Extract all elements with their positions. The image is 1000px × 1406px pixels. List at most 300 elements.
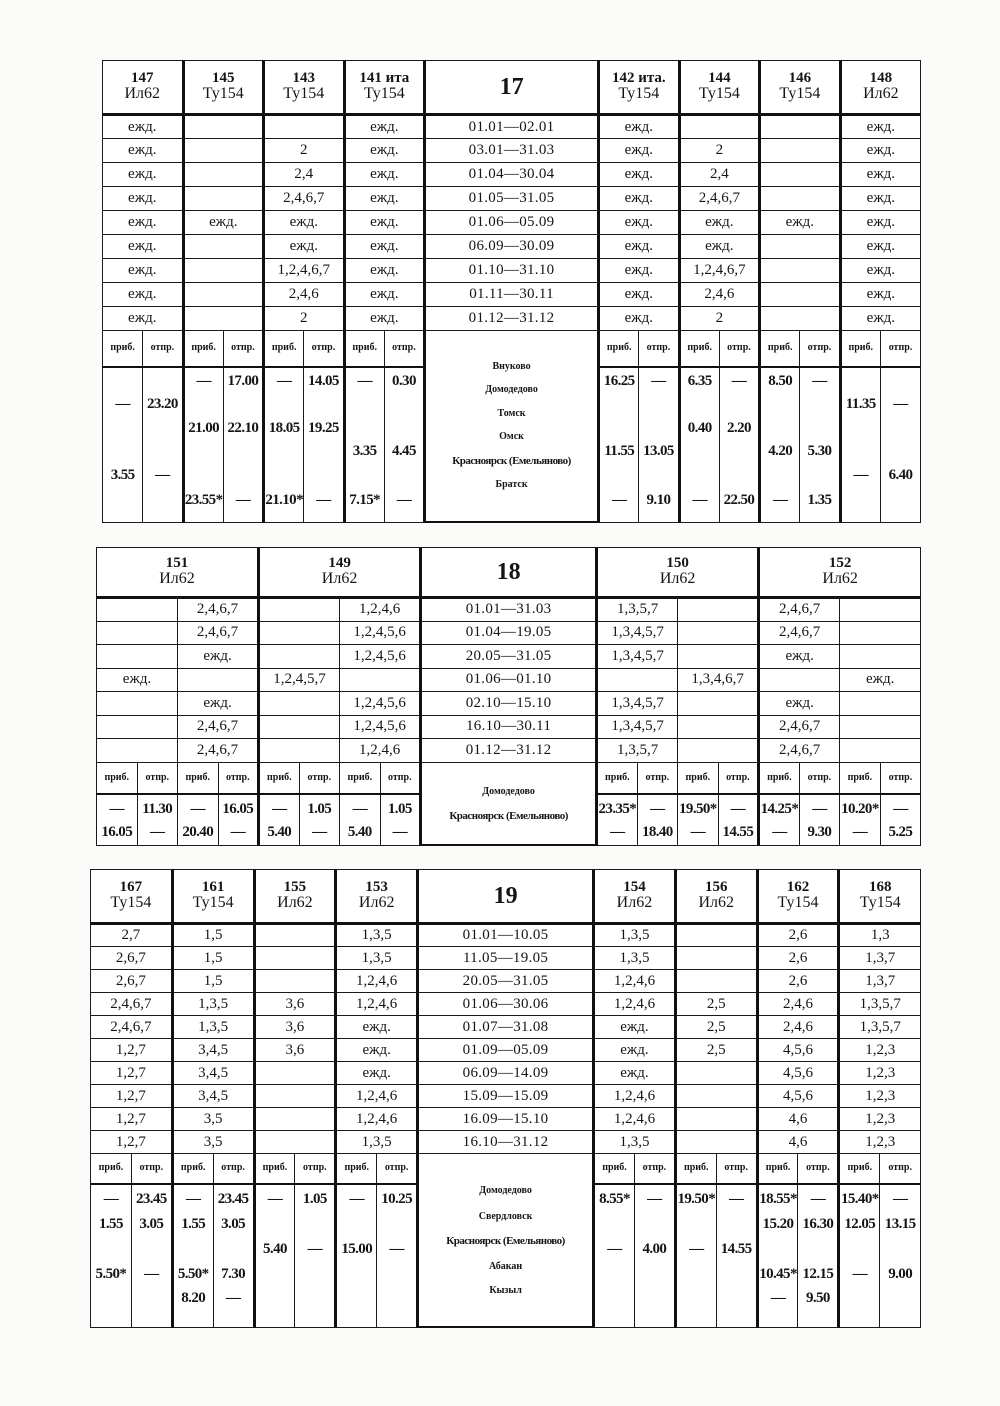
cell-text: 1,5 [203, 927, 223, 943]
cell-text: ежд. [785, 694, 814, 711]
flight-number: 154 [623, 878, 646, 895]
time-cell [757, 1209, 798, 1234]
operating-days [839, 1016, 921, 1039]
time-cell [880, 1284, 921, 1307]
cell-text: ежд. [866, 190, 896, 206]
cell-text: 01.06—01.10 [465, 671, 552, 688]
time-cell [798, 1234, 839, 1258]
time-cell [880, 1209, 921, 1234]
time-cell [131, 1259, 172, 1284]
arrival-label [336, 1154, 377, 1184]
operating-days [679, 211, 760, 235]
arrival-label [103, 331, 143, 367]
flight-header [839, 870, 921, 924]
time-cell [800, 413, 840, 437]
filler-cell [757, 1307, 798, 1327]
time-cell [304, 485, 344, 510]
operating-days [336, 993, 418, 1016]
station-name [426, 378, 597, 401]
time-cell [840, 819, 881, 841]
cell-text: 1,3,5 [619, 1133, 650, 1150]
period-row [91, 993, 921, 1016]
time-cell [218, 794, 259, 819]
operating-days [599, 283, 680, 307]
aircraft-type: Ил62 [822, 570, 858, 588]
operating-days [264, 115, 345, 139]
time-cell [675, 1209, 716, 1234]
cell-text: приб. [847, 1162, 873, 1174]
time-cell [143, 485, 183, 510]
filler-cell [718, 841, 759, 846]
time-cell [213, 1284, 254, 1307]
cell-text: 1,3,5,7 [859, 1018, 901, 1035]
cell-text: 2,6 [788, 949, 808, 966]
time-cell [377, 1284, 418, 1307]
validity-period [421, 668, 597, 692]
time-cell [299, 794, 340, 819]
operating-days [757, 993, 839, 1016]
time-cell [880, 1259, 921, 1284]
cell-text: ежд. [866, 310, 896, 326]
operating-days [759, 598, 840, 622]
filler-cell [377, 1307, 418, 1327]
cell-text: 6.40 [888, 467, 913, 484]
time-cell [800, 390, 840, 413]
filler-cell [178, 841, 219, 846]
cell-text: 1.35 [807, 491, 832, 508]
arrival-label [840, 331, 880, 367]
cell-text: 3,5 [203, 1133, 223, 1150]
operating-days [336, 1085, 418, 1108]
operating-days [760, 163, 841, 187]
operating-days [840, 283, 921, 307]
arrival-label [91, 1154, 132, 1184]
operating-days [103, 307, 184, 331]
table-number [418, 870, 594, 924]
operating-days [597, 715, 678, 739]
time-cell [599, 437, 639, 460]
time-cell [678, 794, 719, 819]
cell-text: 1,3,5 [198, 1018, 229, 1035]
operating-days [760, 307, 841, 331]
departure-label [380, 762, 421, 794]
cell-text: 2,4,6,7 [779, 601, 821, 618]
operating-days [178, 668, 259, 692]
flight-header [757, 870, 839, 924]
cell-text: 4,6 [788, 1133, 808, 1150]
cell-text: 1.05 [302, 1191, 327, 1208]
cell-text: 2,4,6,7 [779, 624, 821, 641]
operating-days [599, 235, 680, 259]
filler-cell [840, 841, 881, 846]
time-cell [183, 413, 223, 437]
time-cell [264, 437, 304, 460]
operating-days [91, 970, 173, 993]
operating-days [172, 1108, 254, 1131]
cell-text: 2,4,6,7 [110, 995, 152, 1012]
cell-text: ежд. [370, 214, 399, 230]
time-cell [264, 390, 304, 413]
filler-cell [880, 1307, 921, 1327]
flight-number: 148 [869, 69, 893, 86]
cell-text: — [772, 824, 787, 841]
cell-text: 2,4,6 [704, 286, 735, 302]
cell-text: ежд. [866, 262, 896, 278]
station-name-text: Красноярск (Емельяново) [452, 454, 571, 467]
cell-text: 2,4,6,7 [698, 190, 740, 206]
operating-days [91, 947, 173, 970]
operating-days [678, 692, 759, 716]
cell-text: 1,2,4,6 [356, 1087, 398, 1104]
flight-header [597, 548, 759, 598]
aircraft-type: Ту154 [110, 894, 152, 912]
cell-text: — [812, 801, 827, 818]
aircraft-type: Ил62 [159, 570, 195, 588]
time-cell [880, 390, 920, 413]
arrival-label [599, 331, 639, 367]
operating-days [597, 621, 678, 645]
station-name [426, 425, 597, 448]
cell-text: 01.09—05.09 [462, 1041, 549, 1058]
cell-text: ежд. [865, 671, 895, 688]
cell-text: ежд. [289, 238, 318, 254]
cell-text: 16.10—31.12 [462, 1133, 549, 1150]
cell-text: 1,3,4,5,7 [611, 624, 664, 641]
filler-cell [213, 1307, 254, 1327]
operating-days [91, 1039, 173, 1062]
cell-text: отпр. [645, 771, 670, 783]
operating-days [172, 1085, 254, 1108]
cell-text: 5.40 [347, 824, 372, 841]
operating-days [760, 187, 841, 211]
operating-days [840, 621, 921, 645]
cell-text: 2,4,6,7 [110, 1018, 152, 1035]
cell-text: отпр. [311, 342, 336, 354]
station-name-text: Омск [499, 431, 524, 443]
operating-days [254, 970, 336, 993]
time-cell [259, 819, 300, 841]
cell-text: 1,2,7 [115, 1110, 146, 1127]
cell-text: 15.40* [840, 1191, 879, 1208]
cell-text: 15.00 [341, 1241, 373, 1258]
time-cell [599, 413, 639, 437]
operating-days [594, 1108, 676, 1131]
cell-text: ежд. [624, 166, 654, 182]
aircraft-type: Ил62 [863, 85, 899, 103]
station-name [426, 402, 597, 426]
time-cell [594, 1184, 635, 1210]
time-cell [840, 794, 881, 819]
time-cell [91, 1184, 132, 1210]
cell-text: 1,2,7 [115, 1064, 146, 1081]
cell-text: ежд. [705, 238, 734, 254]
time-cell [213, 1184, 254, 1210]
cell-text: — [396, 491, 412, 508]
period-row [97, 645, 921, 669]
station-name [426, 473, 597, 498]
cell-text: 1,2,3 [865, 1133, 896, 1150]
validity-period [425, 307, 599, 331]
cell-text: 4.20 [768, 443, 793, 460]
operating-days [183, 259, 264, 283]
filler-cell [131, 1307, 172, 1327]
operating-days [678, 739, 759, 763]
time-cell [137, 794, 178, 819]
operating-days [172, 947, 254, 970]
flight-header [344, 61, 425, 115]
time-cell [880, 367, 920, 391]
flight-number: 150 [666, 554, 689, 571]
cell-text: 1.05 [387, 801, 412, 818]
cell-text: отпр. [139, 1162, 164, 1174]
time-cell [254, 1209, 295, 1234]
time-cell [599, 461, 639, 485]
cell-text: 5.25 [888, 824, 913, 841]
operating-days [678, 668, 759, 692]
period-row [103, 235, 921, 259]
operating-days [103, 283, 184, 307]
cell-text: 22.10 [227, 419, 259, 436]
cell-text: 3.05 [221, 1216, 246, 1233]
time-cell [675, 1284, 716, 1307]
operating-days [678, 621, 759, 645]
cell-text: — [389, 1241, 404, 1258]
cell-text: ежд. [785, 647, 814, 664]
cell-text: 1,3,5 [198, 995, 229, 1012]
time-cell [716, 1259, 757, 1284]
period-row [91, 1085, 921, 1108]
operating-days [594, 1062, 676, 1085]
station-name-text: Домодедово [485, 384, 538, 396]
operating-days [675, 993, 757, 1016]
cell-text: 18.05 [268, 419, 300, 436]
cell-text: ежд. [866, 286, 896, 302]
time-cell [336, 1184, 377, 1210]
operating-days [594, 970, 676, 993]
time-cell [679, 413, 719, 437]
filler-cell [634, 1307, 675, 1327]
time-cell [380, 819, 421, 841]
operating-days [679, 259, 760, 283]
period-row [103, 115, 921, 139]
aircraft-type: Ту154 [618, 85, 660, 103]
operating-days [344, 115, 425, 139]
time-cell [840, 461, 880, 485]
operating-days [760, 283, 841, 307]
time-cell [639, 437, 679, 460]
cell-text: 1,2,4,5,6 [353, 694, 406, 711]
cell-text: 2,4,6,7 [283, 190, 325, 206]
time-cell [880, 413, 920, 437]
cell-text: 1,3,7 [865, 972, 896, 989]
validity-period [421, 645, 597, 669]
cell-text: 11.30 [142, 801, 173, 818]
operating-days [259, 645, 340, 669]
time-cell [880, 485, 920, 510]
filler-cell [839, 1307, 880, 1327]
time-cell [344, 485, 384, 510]
cell-text: приб. [267, 771, 292, 783]
operating-days [178, 692, 259, 716]
validity-period [421, 715, 597, 739]
cell-text: 01.06—05.09 [468, 214, 555, 230]
cell-text: 1,2,4,6 [356, 1110, 398, 1127]
filler-cell [759, 841, 800, 846]
cell-text: ежд. [785, 214, 815, 230]
cell-text: ежд. [128, 262, 157, 278]
arrival-label [597, 762, 638, 794]
operating-days [675, 947, 757, 970]
departure-label [304, 331, 344, 367]
cell-text: ежд. [128, 166, 157, 182]
time-cell [336, 1284, 377, 1307]
cell-text: — [272, 801, 287, 818]
cell-text: 18.55* [759, 1191, 797, 1208]
cell-text: 13.05 [643, 443, 674, 460]
operating-days [340, 621, 421, 645]
time-cell [800, 461, 840, 485]
operating-days [675, 970, 757, 993]
cell-text: ежд. [624, 214, 654, 230]
cell-text: ежд. [128, 310, 157, 326]
operating-days [183, 283, 264, 307]
operating-days [757, 1085, 839, 1108]
operating-days [839, 1131, 921, 1154]
cell-text: 5.40 [267, 824, 292, 841]
cell-text: 1,3,7 [865, 949, 896, 966]
cell-text: 1,2,4,6 [613, 1087, 656, 1104]
station-name [422, 805, 595, 827]
flight-header [679, 61, 760, 115]
operating-days [757, 1062, 839, 1085]
time-cell [304, 437, 344, 460]
time-cell [183, 390, 223, 413]
cell-text: ежд. [866, 238, 896, 254]
cell-text: 2,6,7 [115, 972, 146, 989]
operating-days [259, 692, 340, 716]
stations-column [421, 762, 597, 845]
operating-days [839, 947, 921, 970]
cell-text: — [689, 1241, 704, 1258]
time-cell [719, 437, 759, 460]
cell-text: — [230, 824, 245, 841]
cell-text: 8.50 [768, 373, 793, 390]
operating-days [264, 187, 345, 211]
operating-days [103, 163, 184, 187]
cell-text: 1.05 [307, 801, 332, 818]
time-cell [131, 1284, 172, 1307]
time-cell [840, 413, 880, 437]
filler-cell [799, 841, 840, 846]
cell-text: 0.40 [687, 419, 712, 436]
filler-cell [679, 510, 719, 523]
cell-text: — [349, 1191, 364, 1208]
operating-days [264, 307, 345, 331]
validity-period [425, 187, 599, 211]
filler-cell [137, 841, 178, 846]
time-cell [679, 437, 719, 460]
cell-text: 15.09—15.09 [462, 1087, 549, 1104]
cell-text: приб. [767, 771, 792, 783]
cell-text: 4.45 [392, 443, 416, 460]
cell-text: приб. [765, 1162, 791, 1174]
filler-cell [172, 1307, 213, 1327]
period-row [103, 283, 921, 307]
operating-days [91, 1131, 173, 1154]
operating-days [597, 598, 678, 622]
time-cell [295, 1209, 336, 1234]
filler-cell [91, 1307, 132, 1327]
operating-days [840, 211, 921, 235]
time-cell [384, 485, 424, 510]
time-cell [103, 461, 143, 485]
time-cell [639, 413, 679, 437]
cell-text: 1,2,4,6 [613, 1110, 656, 1127]
arrival-label [172, 1154, 213, 1184]
period-row [103, 139, 921, 163]
cell-text: 1,5 [203, 972, 223, 989]
period-row [91, 1108, 921, 1131]
cell-text: 22.50 [723, 491, 755, 508]
cell-text: 0.30 [392, 373, 416, 390]
operating-days [340, 645, 421, 669]
cell-text: 20.40 [182, 824, 214, 841]
filler-cell [798, 1307, 839, 1327]
validity-period [421, 621, 597, 645]
cell-text: — [650, 801, 665, 818]
time-cell [304, 367, 344, 391]
filler-cell [380, 841, 421, 846]
cell-text: 03.01—31.03 [468, 142, 555, 158]
operating-days [254, 1108, 336, 1131]
arrival-label [839, 1154, 880, 1184]
filler-cell [218, 841, 259, 846]
time-cell [264, 413, 304, 437]
cell-text: приб. [185, 771, 211, 783]
cell-text: ежд. [705, 214, 734, 230]
operating-days [259, 621, 340, 645]
aircraft-type: Ту154 [283, 85, 325, 103]
operating-days [264, 163, 345, 187]
operating-days [254, 1131, 336, 1154]
arrival-departure-header [103, 331, 921, 367]
flight-number: 143 [292, 69, 316, 86]
cell-text: 3.55 [110, 467, 135, 484]
cell-text: 2 [715, 310, 724, 326]
cell-text: 1,3,4,6,7 [691, 671, 744, 688]
time-cell [639, 367, 679, 391]
aircraft-type: Ил62 [358, 894, 395, 912]
operating-days [678, 715, 759, 739]
cell-text: 13.15 [884, 1216, 916, 1233]
time-cell [599, 485, 639, 510]
validity-period [418, 970, 594, 993]
cell-text: 2,4,6,7 [196, 718, 239, 735]
cell-text: 16.10—30.11 [465, 718, 552, 735]
operating-days [264, 259, 345, 283]
cell-text: ежд. [362, 1041, 391, 1058]
cell-text: ежд. [128, 142, 157, 158]
cell-text: 4,5,6 [782, 1064, 813, 1081]
validity-period [425, 115, 599, 139]
cell-text: 3,5 [203, 1110, 223, 1127]
cell-text: отпр. [888, 771, 913, 783]
time-cell [223, 367, 263, 391]
timetable-19 [90, 869, 921, 1328]
cell-text: 1,2,4,6,7 [693, 262, 746, 278]
operating-days [91, 1016, 173, 1039]
cell-text: 06.09—30.09 [468, 238, 555, 254]
